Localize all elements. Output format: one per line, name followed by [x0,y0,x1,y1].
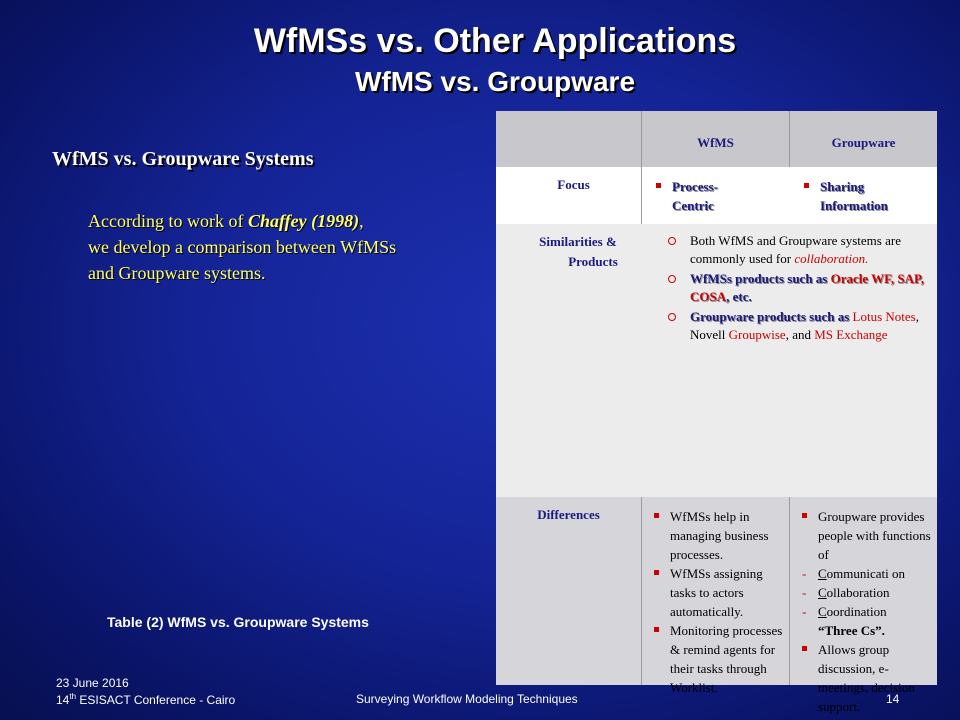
header-groupware: Groupware [831,135,896,150]
row-label-similarities [496,224,642,497]
diff-groupware-item-2: Allows group discussion, e-meetings, decision support. [796,640,933,716]
focus-wfms-item: Process-Centric [650,177,732,215]
differences-wfms-cell [642,497,790,695]
similarities-content [642,224,937,497]
subheading: WfMS vs. Groupware Systems [52,148,314,170]
similarity-item-1: Both WfMS and Groupware systems are commonly used for collaboration. [656,232,929,268]
diff-groupware-c-communication: - Communicati on [802,566,906,581]
focus-groupware-cell [790,167,937,224]
table-caption: Table (2) WfMS vs. Groupware Systems [107,614,369,630]
footer-page-number: 14 [886,692,900,706]
body-line-2: we develop a comparison between WfMSs [88,237,397,257]
body-line-3: and Groupware systems. [88,263,266,283]
similarities-label-line2: Products [568,254,618,269]
body-comma: , [359,211,364,231]
diff-groupware-item-1: Groupware provides people with functions of [796,507,933,564]
diff-wfms-item: WfMSs assigning tasks to actors automatically. [648,564,785,621]
similarity-item-2: WfMSs products such as Oracle WF, SAP, COSA, etc. [656,270,929,306]
footer-date: 23 June 2016 [56,676,129,690]
diff-groupware-c-collaboration: - Collaboration [802,585,890,600]
header-wfms: WfMS [642,111,790,167]
diff-wfms-item: Monitoring processes & remind agents for their tasks through Worklist. [648,621,785,697]
similarities-label-line1: Similarities & [539,234,617,249]
body-prefix: According to work of [88,211,248,231]
diff-groupware-c-coordination: - Coordination [802,604,887,619]
footer-presentation-title: Surveying Workflow Modeling Techniques [356,692,578,706]
focus-groupware-item: Sharing Information [798,177,910,215]
diff-wfms-item: WfMSs help in managing business processes. [648,507,785,564]
header-empty-cell [496,111,642,167]
footer-conference: 14th ESISACT Conference - Cairo [56,692,236,707]
table-row-similarities [496,224,937,497]
focus-wfms-cell [642,167,790,224]
similarity-item-3: Groupware products such as Lotus Notes, Novell Groupwise, and MS Exchange [656,308,929,344]
body-citation: Chaffey (1998) [247,211,360,231]
table-row-focus [496,167,937,224]
slide-subtitle: WfMS vs. Groupware [354,66,636,97]
row-label-focus: Focus [496,167,642,224]
row-label-differences: Differences [496,497,642,685]
table-header-row [496,111,937,167]
slide-title: WfMSs vs. Other Applications [253,22,737,60]
body-paragraph [88,208,468,286]
diff-groupware-three-cs: “Three Cs”. [818,623,885,638]
